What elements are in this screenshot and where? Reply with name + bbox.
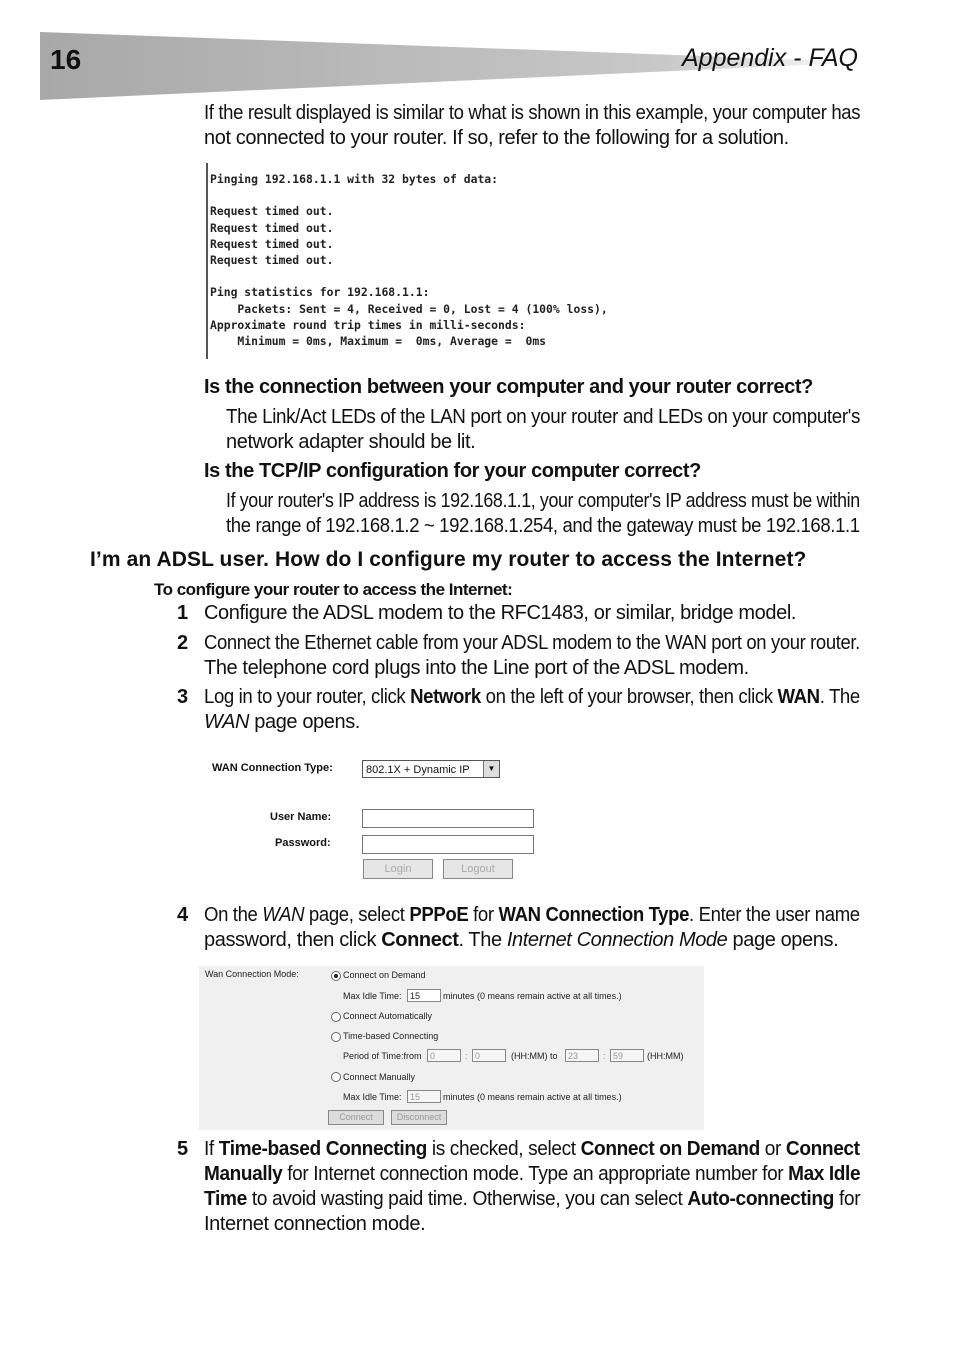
step-4-line-2: password, then click Connect. The Internet Connection Mode page opens.: [204, 929, 839, 951]
step-2-number: 2: [177, 632, 189, 654]
step-1-number: 1: [177, 602, 189, 624]
max-idle-label: Max Idle Time:: [343, 991, 402, 1001]
login-button[interactable]: Login: [363, 859, 433, 879]
q2-heading: Is the TCP/IP configuration for your computer correct?: [204, 460, 701, 482]
step-1-text: Configure the ADSL modem to the RFC1483, or similar, bridge model.: [204, 602, 797, 624]
to-hour-input[interactable]: 23: [565, 1049, 599, 1062]
user-name-label: User Name:: [270, 811, 332, 823]
colon-2: :: [603, 1051, 606, 1061]
period-label: Period of Time:from: [343, 1051, 422, 1061]
max-idle-input-2[interactable]: 15: [407, 1090, 441, 1103]
chevron-down-icon[interactable]: ▼: [483, 761, 499, 777]
disconnect-button[interactable]: Disconnect: [391, 1110, 447, 1125]
wan-type-label: WAN Connection Type:: [212, 762, 333, 774]
page-number: 16: [50, 44, 82, 75]
colon-1: :: [465, 1051, 468, 1061]
radio-time-based[interactable]: [331, 1032, 341, 1042]
radio-connect-manually[interactable]: [331, 1072, 341, 1082]
hhmm-to-label: (HH:MM) to: [511, 1051, 558, 1061]
password-input[interactable]: [362, 835, 534, 854]
ping-console: [206, 163, 728, 359]
radio-connect-on-demand[interactable]: [331, 971, 341, 981]
step-5-number: 5: [177, 1138, 189, 1160]
max-idle-hint-2: minutes (0 means remain active at all times.): [443, 1092, 622, 1102]
logout-button[interactable]: Logout: [443, 859, 513, 879]
section-title: Appendix - FAQ: [681, 44, 858, 72]
connect-automatically-label: Connect Automatically: [343, 1011, 433, 1021]
password-label: Password:: [275, 837, 331, 849]
connect-on-demand-label: Connect on Demand: [343, 970, 426, 980]
hhmm-label: (HH:MM): [647, 1051, 684, 1061]
step-3-line-2: WAN page opens.: [204, 711, 360, 733]
step-5-line-2: Manually for Internet connection mode. Type an appropriate number for Max Idle: [204, 1163, 861, 1185]
wan-mode-label: Wan Connection Mode:: [205, 969, 299, 979]
step-2-line-2: The telephone cord plugs into the Line port of the ADSL modem.: [204, 657, 749, 679]
intro-line-1: If the result displayed is similar to what is shown in this example, your computer has: [204, 102, 861, 124]
step-2-line-1: Connect the Ethernet cable from your ADSL modem to the WAN port on your router.: [204, 632, 860, 654]
time-based-label: Time-based Connecting: [343, 1031, 439, 1041]
adsl-subheading: To configure your router to access the Internet:: [154, 580, 513, 599]
q2-line-1: If your router's IP address is 192.168.1.1, your computer's IP address must be within: [226, 490, 860, 512]
connect-manually-label: Connect Manually: [343, 1072, 416, 1082]
q1-line-1: The Link/Act LEDs of the LAN port on your router and LEDs on your computer's: [226, 406, 861, 428]
step-4-line-1: On the WAN page, select PPPoE for WAN Connection Type. Enter the user name: [204, 904, 860, 926]
step-5-line-3: Time to avoid wasting paid time. Otherwise, you can select Auto-connecting for: [204, 1188, 861, 1210]
step-5-line-4: Internet connection mode.: [204, 1213, 426, 1235]
q1-heading: Is the connection between your computer and your router correct?: [204, 376, 813, 398]
intro-line-2: not connected to your router. If so, refer to the following for a solution.: [204, 127, 789, 149]
step-3-number: 3: [177, 686, 189, 708]
radio-connect-automatically[interactable]: [331, 1012, 341, 1022]
max-idle-hint: minutes (0 means remain active at all times.): [443, 991, 622, 1001]
connection-mode-panel: [199, 966, 704, 1130]
wan-type-select[interactable]: 802.1X + Dynamic IP ▼: [362, 760, 500, 778]
to-minute-input[interactable]: 59: [610, 1049, 644, 1062]
q1-line-2: network adapter should be lit.: [226, 431, 476, 453]
ping-output: Pinging 192.168.1.1 with 32 bytes of data: Request timed out. Request timed out. Request timed out. Request timed out. Ping statistics for 192.168.1.1: Packets: Sent = 4, Received = 0, Lost = 4 (100% loss), Approximate round trip times in milli-seconds: Minimum = 0ms, Maximum = 0ms, Average = 0ms: [210, 172, 608, 349]
from-hour-input[interactable]: 0: [427, 1049, 461, 1062]
from-minute-input[interactable]: 0: [472, 1049, 506, 1062]
max-idle-input[interactable]: 15: [407, 989, 441, 1002]
connect-button[interactable]: Connect: [328, 1110, 384, 1125]
step-4-number: 4: [177, 904, 189, 926]
step-3-line-1: Log in to your router, click Network on the left of your browser, then click WAN. The: [204, 686, 860, 708]
user-name-input[interactable]: [362, 809, 534, 828]
q2-line-2: the range of 192.168.1.2 ~ 192.168.1.254, and the gateway must be 192.168.1.1: [226, 515, 860, 537]
max-idle-label-2: Max Idle Time:: [343, 1092, 402, 1102]
adsl-heading: I’m an ADSL user. How do I configure my router to access the Internet?: [90, 548, 807, 571]
step-5-line-1: If Time-based Connecting is checked, select Connect on Demand or Connect: [204, 1138, 860, 1160]
